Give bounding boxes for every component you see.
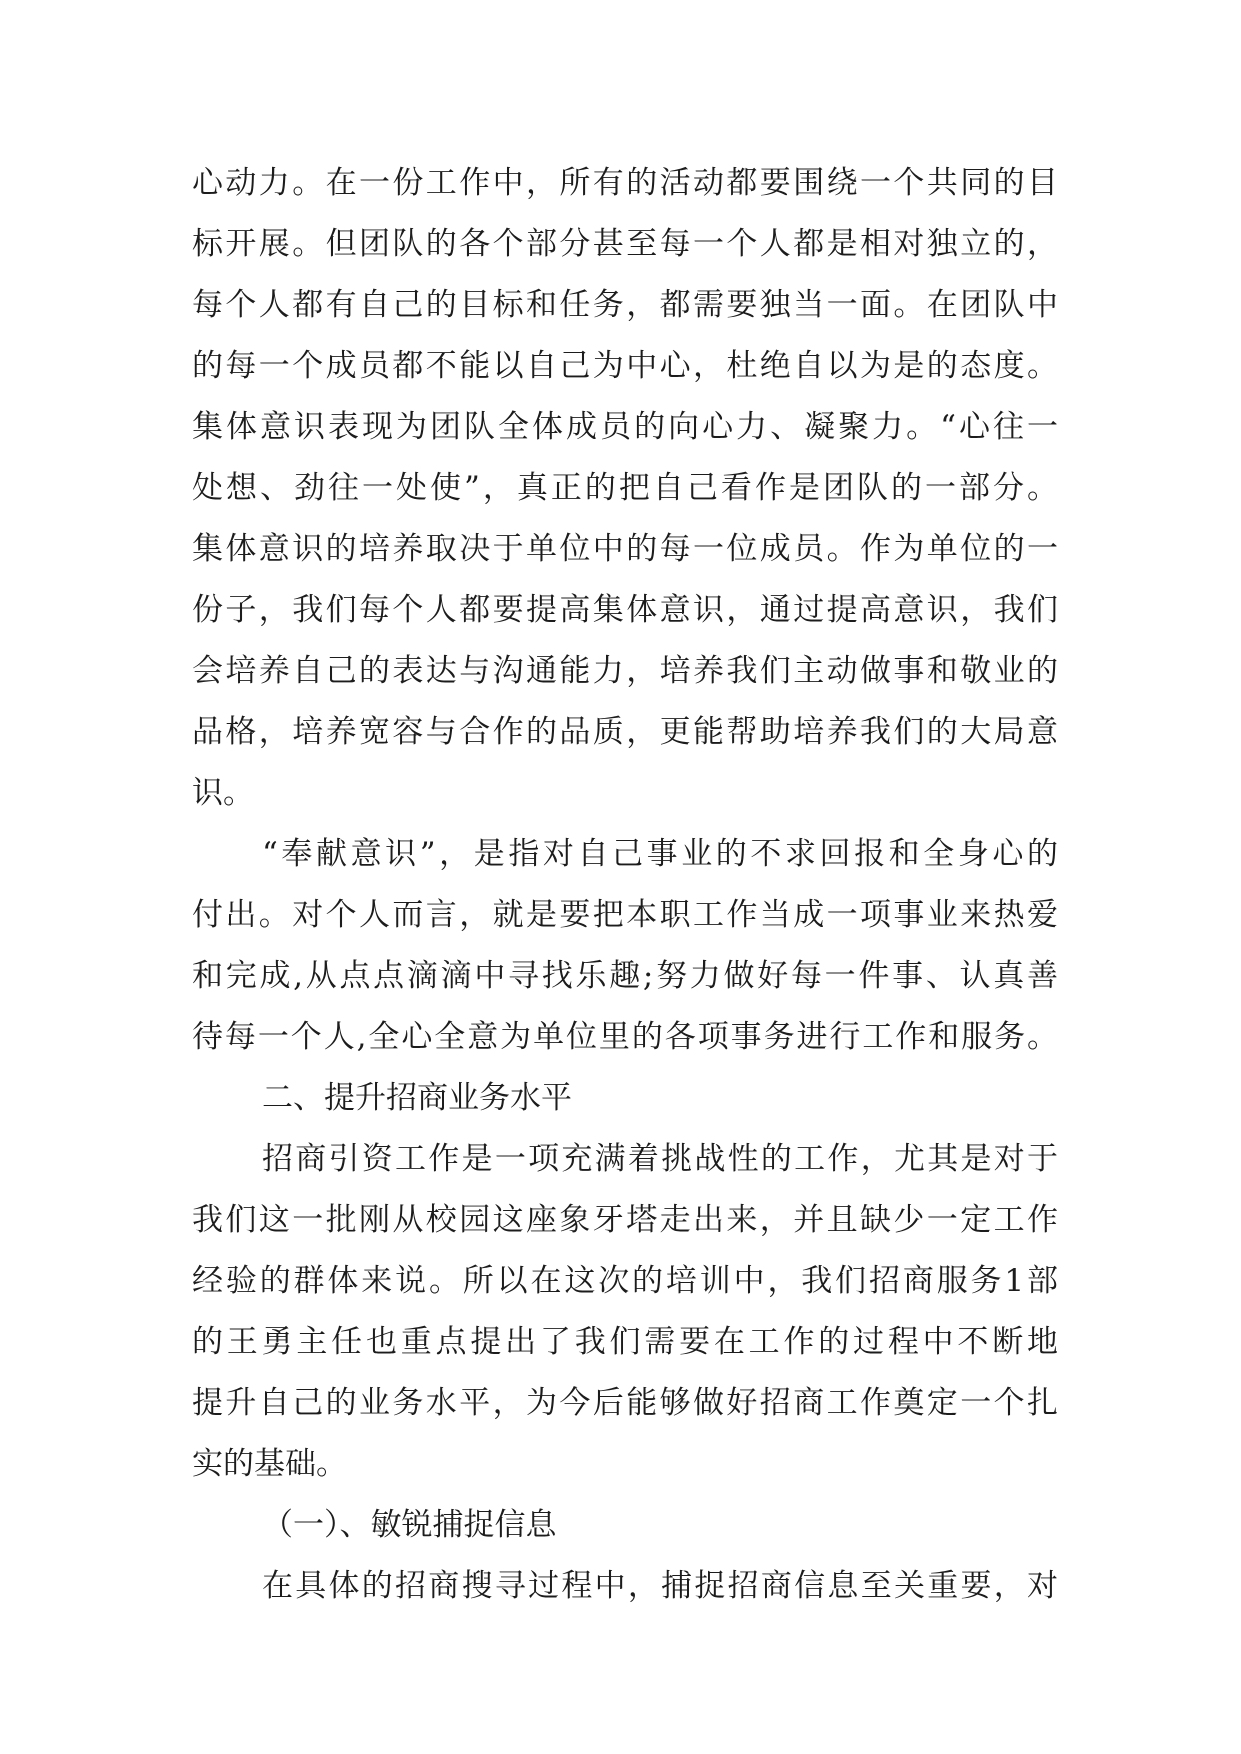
- text-line: 待每一个人,全心全意为单位里的各项事务进行工作和服务。: [192, 1019, 1058, 1055]
- text-line: 集体意识的培养取决于单位中的每一位成员。作为单位的一: [192, 531, 1058, 567]
- paragraph-investment-skills: [192, 1129, 1058, 1495]
- text-line: 心动力。在一份工作中，所有的活动都要围绕一个共同的目: [192, 165, 1058, 201]
- subsection-heading-text: （一）、敏锐捕捉信息: [262, 1507, 557, 1543]
- text-line: 份子，我们每个人都要提高集体意识，通过提高意识，我们: [192, 592, 1058, 628]
- text-line: 经验的群体来说。所以在这次的培训中，我们招商服务1部: [192, 1263, 1058, 1299]
- paragraph-dedication-awareness: [192, 824, 1058, 1068]
- text-line: 会培养自己的表达与沟通能力，培养我们主动做事和敬业的: [192, 653, 1058, 689]
- text-line: 和完成,从点点滴滴中寻找乐趣;努力做好每一件事、认真善: [192, 958, 1058, 994]
- text-line: 我们这一批刚从校园这座象牙塔走出来，并且缺少一定工作: [192, 1202, 1058, 1238]
- text-line: 在具体的招商搜寻过程中，捕捉招商信息至关重要，对: [262, 1568, 1058, 1604]
- text-line: 品格，培养宽容与合作的品质，更能帮助培养我们的大局意: [192, 714, 1058, 750]
- text-line: 的王勇主任也重点提出了我们需要在工作的过程中不断地: [192, 1324, 1058, 1360]
- text-line: 提升自己的业务水平，为今后能够做好招商工作奠定一个扎: [192, 1385, 1058, 1421]
- section-heading: [192, 1068, 1058, 1129]
- text-line: 的每一个成员都不能以自己为中心，杜绝自以为是的态度。: [192, 348, 1058, 384]
- text-line: 处想、劲往一处使”，真正的把自己看作是团队的一部分。: [192, 470, 1058, 506]
- subsection-heading: [192, 1495, 1058, 1556]
- paragraph-collective-awareness: [192, 153, 1058, 824]
- paragraph-capture-information: [192, 1556, 1058, 1617]
- text-line: 集体意识表现为团队全体成员的向心力、凝聚力。“心往一: [192, 409, 1058, 445]
- text-line: 识。: [192, 775, 254, 811]
- body-text: [192, 153, 1058, 1617]
- text-line: 标开展。但团队的各个部分甚至每一个人都是相对独立的，: [192, 226, 1058, 262]
- text-line: “奉献意识”，是指对自己事业的不求回报和全身心的: [262, 836, 1058, 872]
- text-line: 付出。对个人而言，就是要把本职工作当成一项事业来热爱: [192, 897, 1058, 933]
- text-line: 实的基础。: [192, 1446, 347, 1482]
- text-line: 招商引资工作是一项充满着挑战性的工作，尤其是对于: [262, 1141, 1058, 1177]
- text-line: 每个人都有自己的目标和任务，都需要独当一面。在团队中: [192, 287, 1058, 323]
- section-heading-text: 二、提升招商业务水平: [262, 1080, 572, 1116]
